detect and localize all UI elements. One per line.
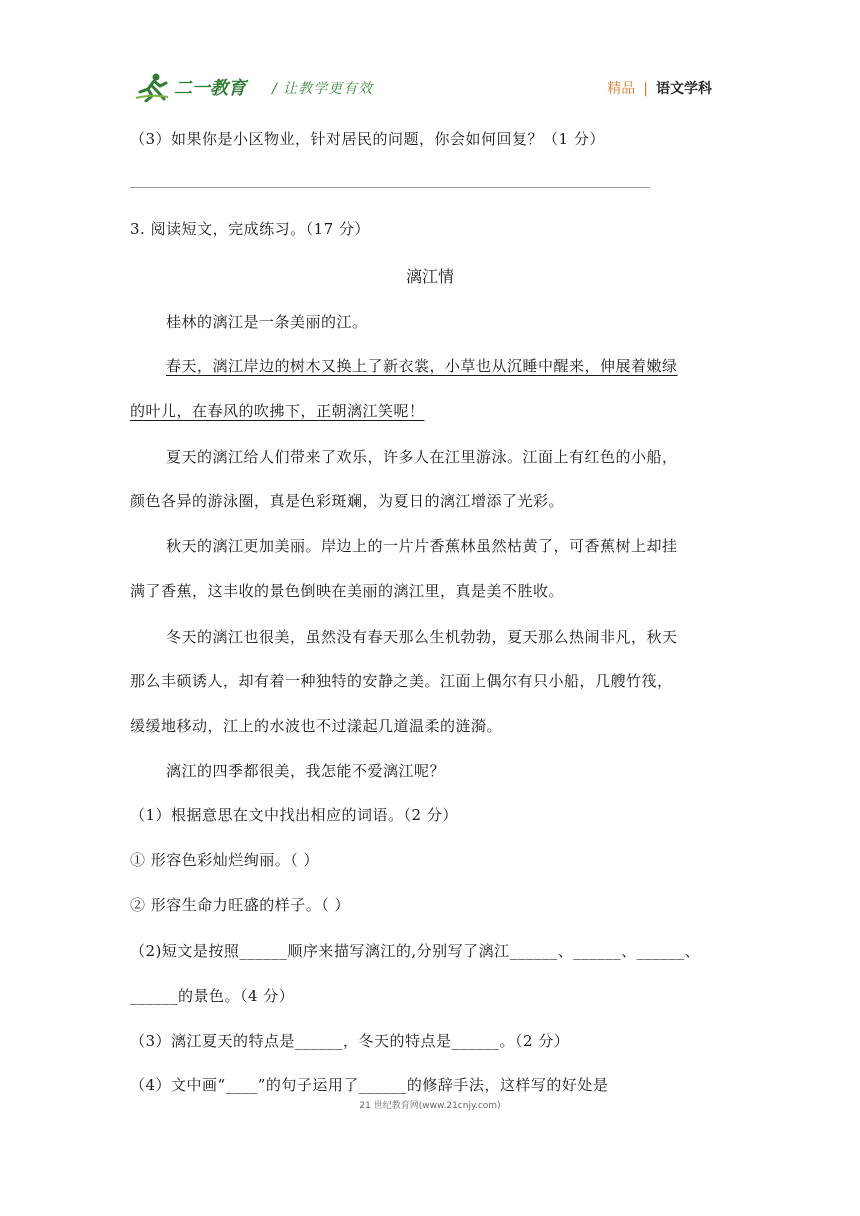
- question-1: （1）根据意思在文中找出相应的词语。（2 分）: [130, 806, 458, 824]
- subject-label: 语文学科: [656, 81, 712, 97]
- question-1-b: ② 形容生命力旺盛的样子。（ ）: [130, 896, 351, 914]
- paragraph-5-line-1: 冬天的漓江也很美，虽然没有春天那么生机勃勃，夏天那么热闹非凡，秋天: [166, 628, 678, 646]
- paragraph-2-line-1: 春天，漓江岸边的树木又换上了新衣裳，小草也从沉睡中醒来，伸展着嫩绿: [166, 357, 678, 375]
- paragraph-6: 漓江的四季都很美，我怎能不爱漓江呢？: [166, 762, 446, 780]
- answer-line: [130, 187, 650, 188]
- paragraph-2-line-2: 的叶儿，在春风的吹拂下，正朝漓江笑呢！: [130, 402, 425, 420]
- paragraph-5-line-3: 缓缓地移动，江上的水波也不过漾起几道温柔的涟漪。: [130, 717, 503, 735]
- logo-text: 二一教育: [174, 78, 246, 99]
- passage-title: 漓江情: [405, 267, 454, 286]
- paragraph-4-line-2: 满了香蕉，这丰收的景色倒映在美丽的漓江里，真是美不胜收。: [130, 582, 565, 600]
- question-1-a: ① 形容色彩灿烂绚丽。（ ）: [130, 851, 320, 869]
- header-separator: |: [643, 81, 648, 97]
- header-right: [607, 78, 712, 98]
- page-header: [134, 70, 724, 106]
- paragraph-3-line-1: 夏天的漓江给人们带来了欢乐，许多人在江里游泳。江面上有红色的小船，: [166, 448, 678, 466]
- paragraph-3-line-2: 颜色各异的游泳圈，真是色彩斑斓，为夏日的漓江增添了光彩。: [130, 492, 565, 510]
- question-3-heading: 3. 阅读短文，完成练习。（17 分）: [130, 220, 370, 238]
- question-2-3: （3）如果你是小区物业，针对居民的问题，你会如何回复？（1 分）: [130, 130, 605, 148]
- question-4: （4）文中画“____”的句子运用了______的修辞手法，这样写的好处是: [130, 1076, 609, 1094]
- paragraph-5-line-2: 那么丰硕诱人，却有着一种独特的安静之美。江面上偶尔有只小船，几艘竹筏，: [130, 672, 673, 690]
- question-2-line-1: （2)短文是按照______顺序来描写漓江的,分别写了漓江______、______、______、: [130, 942, 701, 960]
- paragraph-4-line-1: 秋天的漓江更加美丽。岸边上的一片片香蕉林虽然枯黄了，可香蕉树上却挂: [166, 537, 678, 555]
- quality-tag: 精品: [607, 81, 636, 97]
- slogan: / 让教学更有效: [272, 81, 374, 97]
- question-3: （3）漓江夏天的特点是______，冬天的特点是______。（2 分）: [130, 1032, 570, 1050]
- paragraph-1: 桂林的漓江是一条美丽的江。: [166, 313, 368, 331]
- question-2-line-2: ______的景色。（4 分）: [130, 987, 295, 1005]
- page-footer: 21 世纪教育网(www.21cnjy.com): [359, 1101, 501, 1111]
